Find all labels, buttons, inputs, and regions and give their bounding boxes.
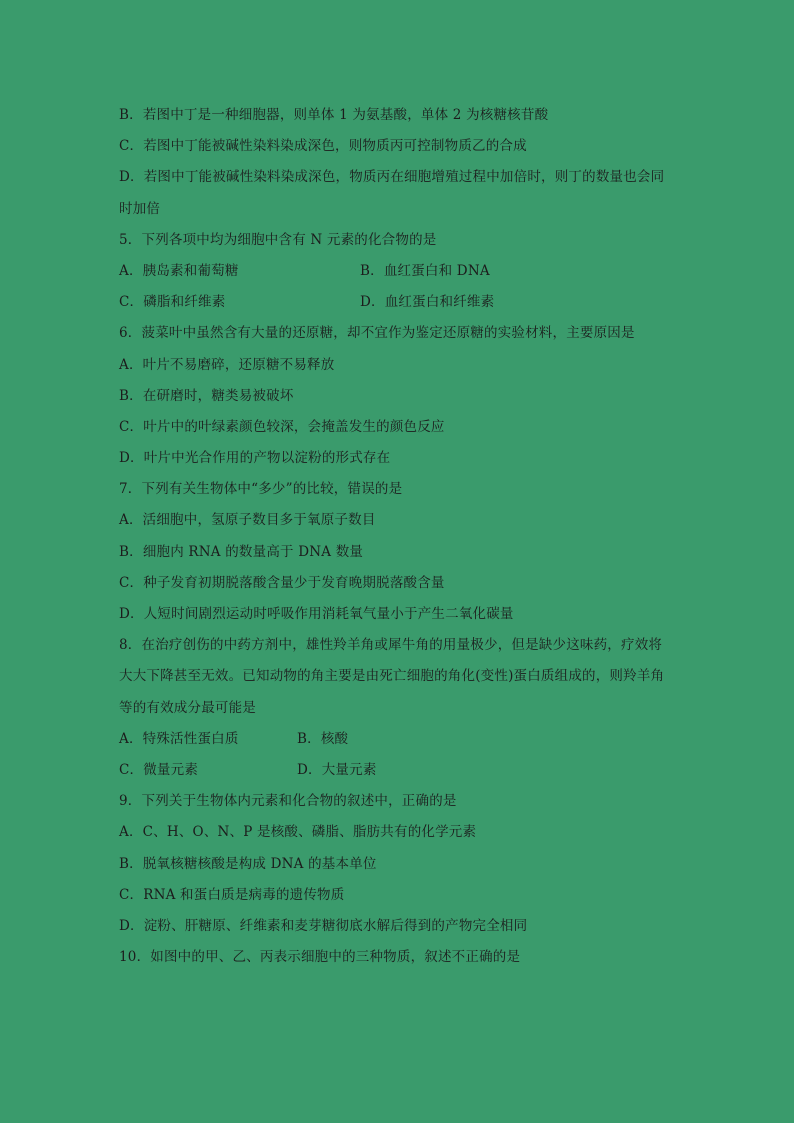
q8-option-a: A．特殊活性蛋白质: [119, 730, 239, 747]
q7-option-c: C．种子发育初期脱落酸含量少于发育晚期脱落酸含量: [119, 574, 445, 591]
q8-option-c: C．微量元素: [119, 761, 199, 778]
q5-options-row1: [119, 256, 679, 287]
q5-option-c: C．磷脂和纤维素: [119, 294, 226, 311]
q9-option-b: B．脱氧核糖核酸是构成 DNA 的基本单位: [119, 855, 377, 872]
q6-option-b: B．在研磨时，糖类易被破坏: [119, 387, 294, 404]
q8-stem-line3: 等的有效成分最可能是: [119, 699, 256, 716]
q7-option-a: A．活细胞中，氢原子数目多于氧原子数目: [119, 512, 376, 529]
q7-stem: 7．下列有关生物体中“多少”的比较，错误的是: [119, 481, 403, 498]
q7-option-b: B．细胞内 RNA 的数量高于 DNA 数量: [119, 543, 364, 560]
q6-option-c: C．叶片中的叶绿素颜色较深，会掩盖发生的颜色反应: [119, 418, 445, 435]
q8-options-row2: [119, 755, 679, 786]
q6-option-a: A．叶片不易磨碎，还原糖不易释放: [119, 356, 335, 373]
q5-option-b: B．血红蛋白和 DNA: [360, 262, 490, 279]
q8-stem-line1: 8．在治疗创伤的中药方剂中，雄性羚羊角或犀牛角的用量极少，但是缺少这味药，疗效将: [119, 637, 663, 654]
q6-stem: 6．菠菜叶中虽然含有大量的还原糖，却不宜作为鉴定还原糖的实验材料，主要原因是: [119, 325, 635, 342]
q4-option-c: C．若图中丁能被碱性染料染成深色，则物质丙可控制物质乙的合成: [119, 138, 527, 155]
q9-option-c: C．RNA 和蛋白质是病毒的遗传物质: [119, 886, 345, 903]
q4-option-d-line1: D．若图中丁能被碱性染料染成深色，物质丙在细胞增殖过程中加倍时，则丁的数量也会同: [119, 169, 665, 186]
question-list: [119, 100, 679, 973]
q9-option-a: A．C、H、O、N、P 是核酸、磷脂、脂肪共有的化学元素: [119, 824, 477, 841]
q6-option-d: D．叶片中光合作用的产物以淀粉的形式存在: [119, 450, 391, 467]
q8-stem-line2: 大大下降甚至无效。已知动物的角主要是由死亡细胞的角化(变性)蛋白质组成的，则羚羊角: [119, 668, 665, 685]
q5-stem: 5．下列各项中均为细胞中含有 N 元素的化合物的是: [119, 231, 437, 248]
q4-option-b: B．若图中丁是一种细胞器，则单体 1 为氨基酸，单体 2 为核糖核苷酸: [119, 107, 549, 123]
q10-stem: 10．如图中的甲、乙、丙表示细胞中的三种物质，叙述不正确的是: [119, 949, 521, 966]
q8-option-d: D．大量元素: [297, 761, 377, 778]
q9-option-d: D．淀粉、肝糖原、纤维素和麦芽糖彻底水解后得到的产物完全相同: [119, 917, 528, 934]
q5-options-row2: [119, 287, 679, 318]
q7-option-d: D．人短时间剧烈运动时呼吸作用消耗氧气量小于产生二氧化碳量: [119, 606, 514, 622]
q5-option-a: A．胰岛素和葡萄糖: [119, 262, 239, 279]
q4-option-d-line2: 时加倍: [119, 200, 161, 217]
q5-option-d: D．血红蛋白和纤维素: [360, 294, 495, 311]
q9-stem: 9．下列关于生物体内元素和化合物的叙述中，正确的是: [119, 793, 457, 810]
q8-option-b: B．核酸: [297, 730, 349, 747]
q8-options-row1: [119, 724, 679, 755]
